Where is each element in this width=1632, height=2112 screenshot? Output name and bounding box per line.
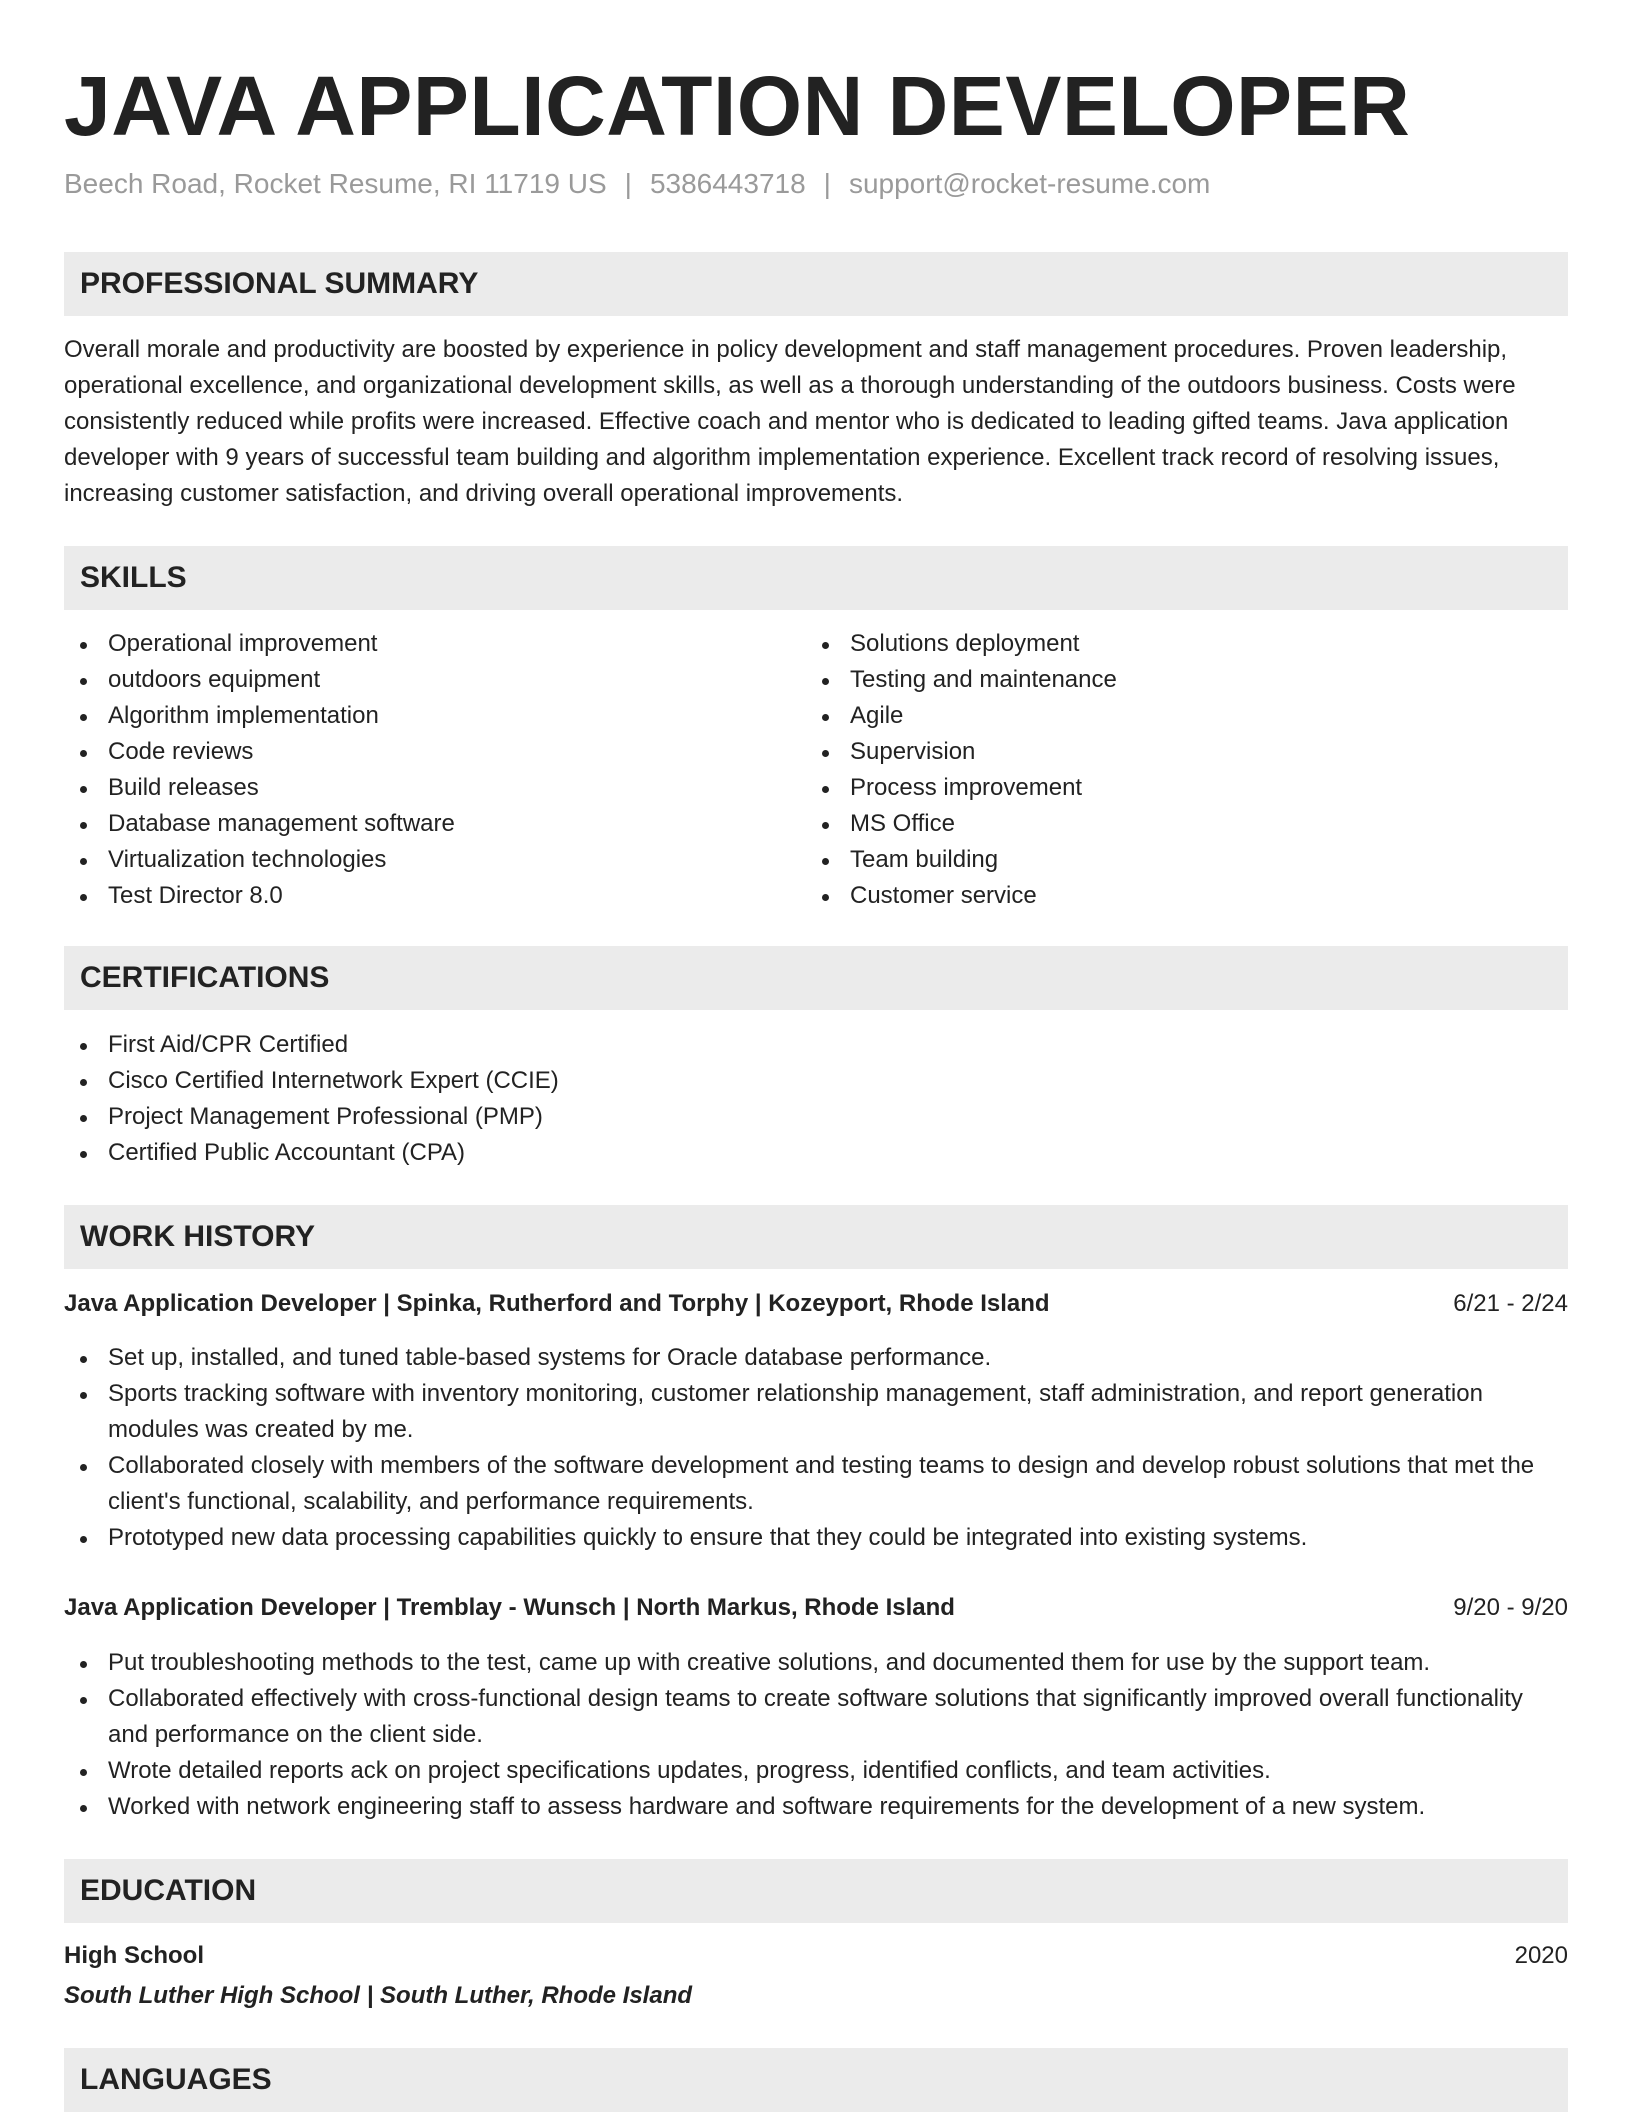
bullet-icon [80, 1043, 87, 1050]
skills-section-header [64, 546, 1568, 610]
bullet-icon [822, 750, 829, 757]
certification-item: Cisco Certified Internetwork Expert (CCIE) [64, 1063, 1568, 1099]
job-bullet: Put troubleshooting methods to the test, came up with creative solutions, and documented them for use by the support team. [64, 1645, 1568, 1681]
bullet-icon [80, 1079, 87, 1086]
bullet-icon [80, 894, 87, 901]
contact-phone: 5386443718 [649, 168, 806, 199]
job-bullet: Sports tracking software with inventory monitoring, customer relationship management, staff administration, and report generation modules was created by me. [64, 1376, 1568, 1448]
skill-item: outdoors equipment [64, 662, 764, 698]
contact-line [64, 166, 1210, 202]
languages-section-header [64, 2048, 1568, 2112]
education-section-title: EDUCATION [80, 1874, 257, 1907]
certification-item: Certified Public Accountant (CPA) [64, 1135, 1568, 1171]
skills-list-left [64, 626, 764, 914]
job-bullets [64, 1645, 1568, 1825]
job-bullet: Collaborated closely with members of the software development and testing teams to design and develop robust solutions that met the client's functional, scalability, and performance requirements. [64, 1448, 1568, 1520]
skill-item: Solutions deployment [806, 626, 1506, 662]
skills-list-right [806, 626, 1506, 914]
skill-item: Virtualization technologies [64, 842, 764, 878]
bullet-icon [80, 1464, 87, 1471]
skill-item: Agile [806, 698, 1506, 734]
job-bullet: Collaborated effectively with cross-functional design teams to create software solutions that significantly improved overall functionality and performance on the client side. [64, 1681, 1568, 1753]
bullet-icon [80, 1805, 87, 1812]
education-year: 2020 [1514, 1942, 1568, 1969]
certifications-section-title: CERTIFICATIONS [80, 961, 330, 994]
skill-item: Team building [806, 842, 1506, 878]
bullet-icon [80, 1151, 87, 1158]
skill-item: Code reviews [64, 734, 764, 770]
skill-item: Customer service [806, 878, 1506, 914]
job-heading [64, 1286, 1568, 1322]
bullet-icon [80, 1115, 87, 1122]
contact-address: Beech Road, Rocket Resume, RI 11719 US [64, 168, 607, 199]
bullet-icon [822, 678, 829, 685]
bullet-icon [80, 1536, 87, 1543]
bullet-icon [80, 1392, 87, 1399]
bullet-icon [80, 822, 87, 829]
summary-text: Overall morale and productivity are boosted by experience in policy development and staff management procedures. Proven leadership, operational excellence, and organizational development skills, as well as a thorough understanding of the outdoors business. Costs were consistently reduced while profits were increased. Effective coach and mentor who is dedicated to leading gifted teams. Java application developer with 9 years of successful team building and algorithm implementation experience. Excellent track record of resolving issues, increasing customer satisfaction, and driving overall operational improvements. [64, 336, 1516, 507]
bullet-icon [80, 1356, 87, 1363]
certifications-list [64, 1027, 1568, 1171]
work-section-header [64, 1205, 1568, 1269]
certifications-section-header [64, 946, 1568, 1010]
candidate-name: JAVA APPLICATION DEVELOPER [64, 59, 1411, 153]
bullet-icon [80, 642, 87, 649]
bullet-icon [80, 786, 87, 793]
skill-item: Process improvement [806, 770, 1506, 806]
certification-item: First Aid/CPR Certified [64, 1027, 1568, 1063]
bullet-icon [80, 858, 87, 865]
skills-section-title: SKILLS [80, 561, 187, 594]
bullet-icon [822, 642, 829, 649]
job-bullet: Set up, installed, and tuned table-based systems for Oracle database performance. [64, 1340, 1568, 1376]
bullet-icon [80, 1661, 87, 1668]
education-heading [64, 1938, 1568, 1974]
bullet-icon [80, 1697, 87, 1704]
job-heading [64, 1590, 1568, 1626]
contact-separator: | [823, 168, 831, 199]
job-bullet: Prototyped new data processing capabilities quickly to ensure that they could be integrated into existing systems. [64, 1520, 1568, 1556]
education-section-header [64, 1859, 1568, 1923]
bullet-icon [822, 894, 829, 901]
skill-item: Algorithm implementation [64, 698, 764, 734]
job-title: Java Application Developer | Tremblay - Wunsch | North Markus, Rhode Island [64, 1594, 955, 1621]
summary-section-header [64, 252, 1568, 316]
skill-item: Testing and maintenance [806, 662, 1506, 698]
education-degree: High School [64, 1942, 204, 1969]
bullet-icon [80, 678, 87, 685]
job-bullet: Wrote detailed reports ack on project specifications updates, progress, identified conflicts, and team activities. [64, 1753, 1568, 1789]
skill-item: Operational improvement [64, 626, 764, 662]
work-section-title: WORK HISTORY [80, 1220, 316, 1253]
bullet-icon [822, 858, 829, 865]
job-bullet: Worked with network engineering staff to assess hardware and software requirements for the development of a new system. [64, 1789, 1568, 1825]
languages-section-title: LANGUAGES [80, 2063, 272, 2096]
certification-item: Project Management Professional (PMP) [64, 1099, 1568, 1135]
bullet-icon [822, 714, 829, 721]
job-bullets [64, 1340, 1568, 1556]
job-dates: 9/20 - 9/20 [1453, 1594, 1568, 1621]
summary-section-title: PROFESSIONAL SUMMARY [80, 267, 479, 300]
skill-item: Database management software [64, 806, 764, 842]
education-school: South Luther High School | South Luther, Rhode Island [64, 1982, 693, 2009]
bullet-icon [822, 786, 829, 793]
bullet-icon [80, 714, 87, 721]
contact-separator: | [624, 168, 632, 199]
skill-item: Build releases [64, 770, 764, 806]
bullet-icon [822, 822, 829, 829]
job-dates: 6/21 - 2/24 [1453, 1290, 1568, 1317]
skill-item: MS Office [806, 806, 1506, 842]
job-title: Java Application Developer | Spinka, Rutherford and Torphy | Kozeyport, Rhode Island [64, 1290, 1050, 1317]
bullet-icon [80, 1769, 87, 1776]
skill-item: Supervision [806, 734, 1506, 770]
contact-email: support@rocket-resume.com [848, 168, 1211, 199]
skill-item: Test Director 8.0 [64, 878, 764, 914]
bullet-icon [80, 750, 87, 757]
